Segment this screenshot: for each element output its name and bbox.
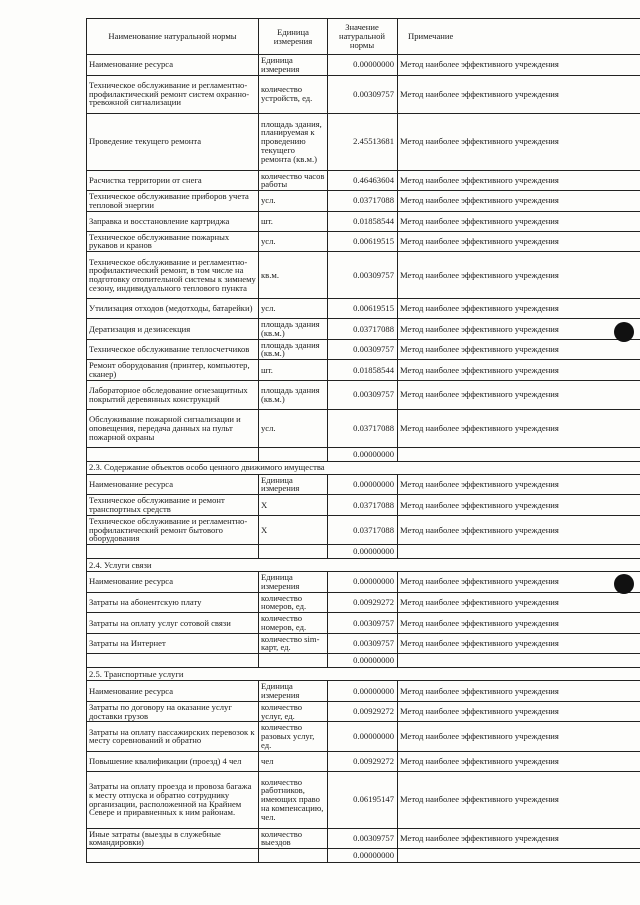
note-cell [398, 447, 640, 461]
unit-cell: усл. [259, 409, 328, 447]
table-row [87, 474, 640, 495]
note-cell [398, 545, 640, 559]
table-row [87, 299, 640, 319]
unit-cell [259, 654, 328, 668]
note-cell: Метод наиболее эффективного учреждения [398, 722, 640, 751]
header-unit: Единица измерения [259, 19, 328, 55]
note-cell: Метод наиболее эффективного учреждения [398, 252, 640, 299]
note-cell: Метод наиболее эффективного учреждения [398, 515, 640, 544]
norm-value-cell: 0.03717088 [328, 191, 398, 212]
resource-name-cell: Затраты по договору на оказание услуг доставки грузов [87, 701, 259, 722]
norm-value-cell: 0.00309757 [328, 633, 398, 654]
table-row [87, 592, 640, 613]
resource-name-cell: Техническое обслуживание пожарных рукавов и кранов [87, 231, 259, 252]
section-title-row [87, 461, 640, 474]
unit-cell: количество sim-карт, ед. [259, 633, 328, 654]
norm-value-cell: 0.03717088 [328, 495, 398, 516]
resource-name-cell: Лабораторное обследование огнезащитных покрытий деревянных конструкций [87, 380, 259, 409]
note-cell: Метод наиболее эффективного учреждения [398, 191, 640, 212]
unit-cell: количество устройств, ед. [259, 75, 328, 113]
table-row [87, 409, 640, 447]
note-cell [398, 849, 640, 863]
norm-value-cell: 0.00929272 [328, 592, 398, 613]
resource-name-cell: Обслуживание пожарной сигнализации и оповещения, передача данных на пульт пожарной охраны [87, 409, 259, 447]
norm-value-cell: 0.46463604 [328, 170, 398, 191]
table-row [87, 722, 640, 751]
norm-value-cell: 0.01858544 [328, 360, 398, 381]
table-row [87, 495, 640, 516]
resource-name-cell: Техническое обслуживание теплосчетчиков [87, 339, 259, 360]
norm-value-cell: 0.00309757 [328, 339, 398, 360]
note-cell: Метод наиболее эффективного учреждения [398, 474, 640, 495]
unit-cell: шт. [259, 360, 328, 381]
table-row [87, 681, 640, 702]
note-cell: Метод наиболее эффективного учреждения [398, 113, 640, 170]
unit-cell: количество выездов [259, 828, 328, 849]
norm-value-cell: 2.45513681 [328, 113, 398, 170]
resource-name-cell: Наименование ресурса [87, 55, 259, 76]
unit-cell: усл. [259, 191, 328, 212]
natural-norms-table [86, 18, 640, 863]
table-row [87, 170, 640, 191]
norm-value-cell: 0.00000000 [328, 849, 398, 863]
table-row [87, 447, 640, 461]
resource-name-cell: Дератизация и дезинсекция [87, 319, 259, 340]
unit-cell: площадь здания (кв.м.) [259, 319, 328, 340]
table-row [87, 211, 640, 231]
table-row [87, 252, 640, 299]
unit-cell: площадь здания (кв.м.) [259, 339, 328, 360]
resource-name-cell: Техническое обслуживание и регламентно-профилактический ремонт бытового оборудования [87, 515, 259, 544]
resource-name-cell: Иные затраты (выезды в служебные командировки) [87, 828, 259, 849]
table-row [87, 654, 640, 668]
norm-value-cell: 0.00000000 [328, 654, 398, 668]
unit-cell: Х [259, 515, 328, 544]
norm-value-cell: 0.00000000 [328, 681, 398, 702]
resource-name-cell [87, 447, 259, 461]
table-row [87, 613, 640, 634]
table-row [87, 701, 640, 722]
norm-value-cell: 0.01858544 [328, 211, 398, 231]
unit-cell: Единица измерения [259, 572, 328, 593]
norm-value-cell: 0.00309757 [328, 380, 398, 409]
resource-name-cell: Затраты на абонентскую плату [87, 592, 259, 613]
unit-cell: количество номеров, ед. [259, 592, 328, 613]
table-row [87, 828, 640, 849]
resource-name-cell [87, 654, 259, 668]
resource-name-cell: Заправка и восстановление картриджа [87, 211, 259, 231]
norm-value-cell: 0.00619515 [328, 299, 398, 319]
table-row [87, 545, 640, 559]
note-cell: Метод наиболее эффективного учреждения [398, 380, 640, 409]
note-cell: Метод наиболее эффективного учреждения [398, 592, 640, 613]
resource-name-cell: Техническое обслуживание и регламентно-профилактический ремонт, в том числе на подготовку отопительной системы к зимнему сезону, индивидуального теплового пункта [87, 252, 259, 299]
note-cell: Метод наиболее эффективного учреждения [398, 572, 640, 593]
resource-name-cell [87, 545, 259, 559]
unit-cell: Единица измерения [259, 55, 328, 76]
norm-value-cell: 0.00000000 [328, 722, 398, 751]
punch-hole-mark [614, 574, 634, 594]
norm-value-cell: 0.00309757 [328, 828, 398, 849]
resource-name-cell: Утилизация отходов (медотходы, батарейки) [87, 299, 259, 319]
unit-cell: Единица измерения [259, 681, 328, 702]
note-cell: Метод наиболее эффективного учреждения [398, 681, 640, 702]
norm-value-cell: 0.00000000 [328, 474, 398, 495]
note-cell: Метод наиболее эффективного учреждения [398, 613, 640, 634]
unit-cell [259, 447, 328, 461]
norm-value-cell: 0.06195147 [328, 771, 398, 828]
table-row [87, 55, 640, 76]
header-norm-name: Наименование натуральной нормы [87, 19, 259, 55]
section-title: 2.5. Транспортные услуги [87, 668, 640, 681]
note-cell: Метод наиболее эффективного учреждения [398, 75, 640, 113]
resource-name-cell: Техническое обслуживание приборов учета тепловой энергии [87, 191, 259, 212]
resource-name-cell: Затраты на Интернет [87, 633, 259, 654]
header-note: Примечание [398, 19, 640, 55]
note-cell: Метод наиболее эффективного учреждения [398, 339, 640, 360]
table-row [87, 360, 640, 381]
norm-value-cell: 0.00929272 [328, 701, 398, 722]
note-cell: Метод наиболее эффективного учреждения [398, 319, 640, 340]
resource-name-cell [87, 849, 259, 863]
note-cell [398, 654, 640, 668]
note-cell: Метод наиболее эффективного учреждения [398, 828, 640, 849]
table-row [87, 771, 640, 828]
unit-cell: количество работников, имеющих право на компенсацию, чел. [259, 771, 328, 828]
resource-name-cell: Затраты на оплату пассажирских перевозок к месту соревнований и обратно [87, 722, 259, 751]
table-row [87, 339, 640, 360]
table-row [87, 751, 640, 771]
note-cell: Метод наиболее эффективного учреждения [398, 771, 640, 828]
note-cell: Метод наиболее эффективного учреждения [398, 633, 640, 654]
resource-name-cell: Техническое обслуживание и регламентно-профилактический ремонт систем охранно-тревожной сигнализации [87, 75, 259, 113]
resource-name-cell: Затраты на оплату проезда и провоза багажа к месту отпуска и обратно сотруднику организации, расположенной на Крайнем Севере и приравненных к ним районам. [87, 771, 259, 828]
note-cell: Метод наиболее эффективного учреждения [398, 299, 640, 319]
note-cell: Метод наиболее эффективного учреждения [398, 495, 640, 516]
unit-cell: усл. [259, 299, 328, 319]
table-row [87, 572, 640, 593]
header-value: Значение натуральной нормы [328, 19, 398, 55]
section-title-row [87, 559, 640, 572]
resource-name-cell: Наименование ресурса [87, 681, 259, 702]
norm-value-cell: 0.00000000 [328, 572, 398, 593]
unit-cell [259, 849, 328, 863]
norm-value-cell: 0.00619515 [328, 231, 398, 252]
section-title-row [87, 668, 640, 681]
unit-cell: чел [259, 751, 328, 771]
resource-name-cell: Затраты на оплату услуг сотовой связи [87, 613, 259, 634]
table-row [87, 849, 640, 863]
unit-cell: площадь здания (кв.м.) [259, 380, 328, 409]
table-header-row [87, 19, 640, 55]
note-cell: Метод наиболее эффективного учреждения [398, 409, 640, 447]
resource-name-cell: Расчистка территории от снега [87, 170, 259, 191]
norm-value-cell: 0.00000000 [328, 447, 398, 461]
norm-value-cell: 0.00309757 [328, 75, 398, 113]
norm-value-cell: 0.00000000 [328, 55, 398, 76]
section-title: 2.4. Услуги связи [87, 559, 640, 572]
unit-cell: усл. [259, 231, 328, 252]
unit-cell: Единица измерения [259, 474, 328, 495]
norm-value-cell: 0.03717088 [328, 409, 398, 447]
table-row [87, 75, 640, 113]
table-row [87, 380, 640, 409]
norm-value-cell: 0.00309757 [328, 252, 398, 299]
norm-value-cell: 0.03717088 [328, 515, 398, 544]
norms-table-sheet [86, 18, 614, 863]
norm-value-cell: 0.03717088 [328, 319, 398, 340]
table-row [87, 191, 640, 212]
norm-value-cell: 0.00309757 [328, 613, 398, 634]
table-row [87, 113, 640, 170]
unit-cell: количество услуг, ед. [259, 701, 328, 722]
note-cell: Метод наиболее эффективного учреждения [398, 701, 640, 722]
unit-cell: кв.м. [259, 252, 328, 299]
note-cell: Метод наиболее эффективного учреждения [398, 360, 640, 381]
table-row [87, 319, 640, 340]
note-cell: Метод наиболее эффективного учреждения [398, 231, 640, 252]
note-cell: Метод наиболее эффективного учреждения [398, 170, 640, 191]
resource-name-cell: Наименование ресурса [87, 572, 259, 593]
unit-cell: шт. [259, 211, 328, 231]
resource-name-cell: Наименование ресурса [87, 474, 259, 495]
unit-cell: площадь здания, планируемая к проведению текущего ремонта (кв.м.) [259, 113, 328, 170]
punch-hole-mark [614, 322, 634, 342]
resource-name-cell: Техническое обслуживание и ремонт транспортных средств [87, 495, 259, 516]
unit-cell [259, 545, 328, 559]
note-cell: Метод наиболее эффективного учреждения [398, 55, 640, 76]
norm-value-cell: 0.00000000 [328, 545, 398, 559]
note-cell: Метод наиболее эффективного учреждения [398, 751, 640, 771]
norm-value-cell: 0.00929272 [328, 751, 398, 771]
unit-cell: количество часов работы [259, 170, 328, 191]
resource-name-cell: Повышение квалификации (проезд) 4 чел [87, 751, 259, 771]
table-row [87, 515, 640, 544]
section-title: 2.3. Содержание объектов особо ценного движимого имущества [87, 461, 640, 474]
resource-name-cell: Проведение текущего ремонта [87, 113, 259, 170]
table-row [87, 231, 640, 252]
unit-cell: количество разовых услуг, ед. [259, 722, 328, 751]
note-cell: Метод наиболее эффективного учреждения [398, 211, 640, 231]
unit-cell: количество номеров, ед. [259, 613, 328, 634]
resource-name-cell: Ремонт оборудования (принтер, компьютер, сканер) [87, 360, 259, 381]
unit-cell: Х [259, 495, 328, 516]
table-row [87, 633, 640, 654]
